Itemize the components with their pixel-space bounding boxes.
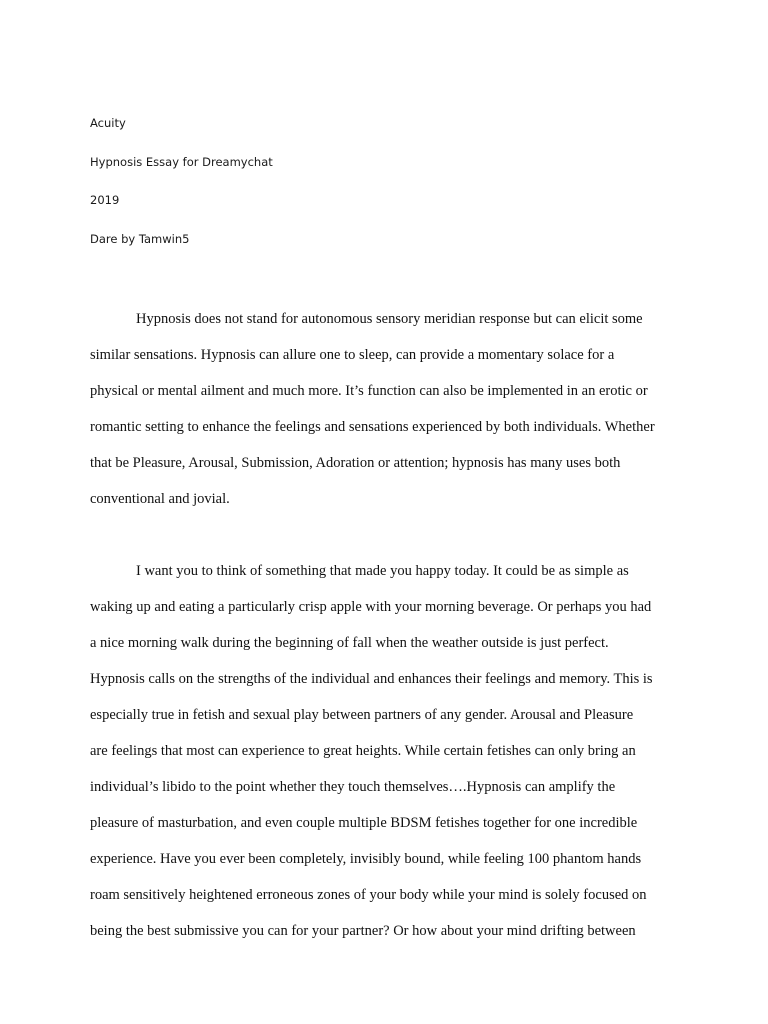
essay-year: 2019 [90, 193, 120, 207]
paragraph-1 [90, 308, 682, 524]
essay-body [90, 308, 682, 956]
paragraph-line: conventional and jovial. [90, 491, 230, 507]
paragraph-line: Hypnosis calls on the strengths of the individual and enhances their feelings and memory. This is [90, 671, 653, 687]
paragraph-line: Hypnosis does not stand for autonomous sensory meridian response but can elicit some [136, 311, 643, 327]
paragraph-line: especially true in fetish and sexual play between partners of any gender. Arousal and Pleasure [90, 707, 634, 723]
paragraph-2 [90, 560, 682, 956]
paragraph-line: that be Pleasure, Arousal, Submission, Adoration or attention; hypnosis has many uses both [90, 455, 621, 471]
dare-credit: Dare by Tamwin5 [90, 231, 190, 246]
paragraph-line: physical or mental ailment and much more. It’s function can also be implemented in an erotic or [90, 383, 648, 399]
paragraph-spacer [90, 524, 682, 560]
document-header [90, 115, 690, 269]
essay-title: Hypnosis Essay for Dreamychat [90, 154, 273, 169]
paragraph-line: roam sensitively heightened erroneous zones of your body while your mind is solely focused on [90, 887, 647, 903]
paragraph-line: individual’s libido to the point whether they touch themselves….Hypnosis can amplify the [90, 779, 616, 795]
paragraph-line: experience. Have you ever been completely, invisibly bound, while feeling 100 phantom hands [90, 851, 642, 867]
author-name: Acuity [90, 116, 126, 130]
paragraph-line: romantic setting to enhance the feelings and sensations experienced by both individuals. Whether [90, 419, 655, 435]
paragraph-line: pleasure of masturbation, and even couple multiple BDSM fetishes together for one incredible [90, 815, 638, 831]
paragraph-line: I want you to think of something that made you happy today. It could be as simple as [136, 563, 629, 579]
paragraph-line: a nice morning walk during the beginning of fall when the weather outside is just perfect. [90, 635, 609, 651]
paragraph-line: being the best submissive you can for your partner? Or how about your mind drifting between [90, 923, 636, 939]
paragraph-line: similar sensations. Hypnosis can allure one to sleep, can provide a momentary solace for a [90, 347, 615, 363]
paragraph-line: are feelings that most can experience to great heights. While certain fetishes can only bring an [90, 743, 636, 759]
paragraph-line: waking up and eating a particularly crisp apple with your morning beverage. Or perhaps you had [90, 599, 652, 615]
